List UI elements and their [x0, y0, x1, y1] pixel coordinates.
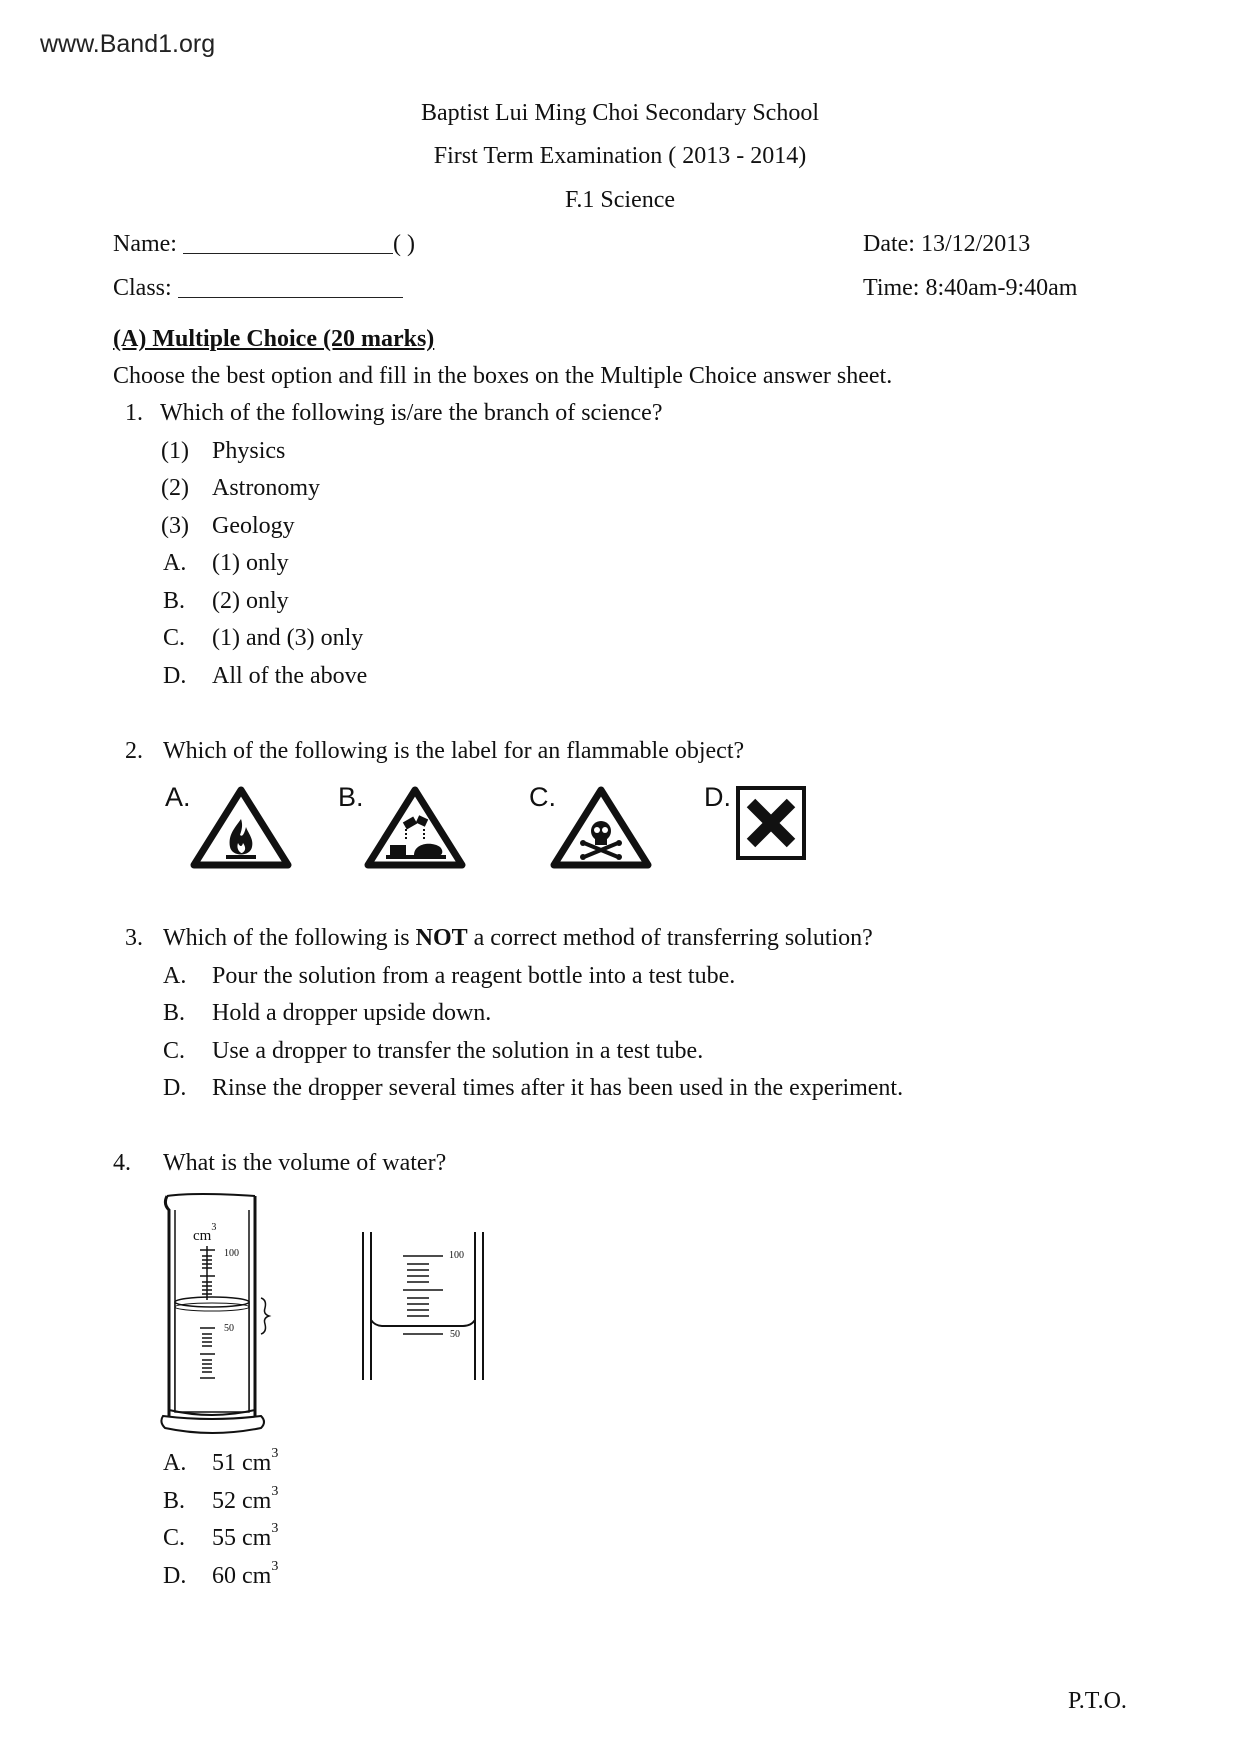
school-name: Baptist Lui Ming Choi Secondary School: [421, 100, 819, 126]
zoom-scale-100: 100: [449, 1250, 464, 1261]
q4-option-d-text: 60 $cm^3$: [212, 1559, 279, 1589]
q3-option-b-text: Hold a dropper upside down.: [212, 1000, 492, 1026]
subject-title: F.1 Science: [564, 187, 676, 213]
name-blank: [183, 231, 393, 254]
q2-option-c-letter: C.: [529, 782, 556, 812]
cylinder-scale-50: 50: [224, 1323, 234, 1334]
q3-text: [163, 925, 873, 952]
q1-option-b-letter: B.: [163, 588, 186, 614]
q1-option-d-letter: D.: [163, 663, 187, 689]
q1-number: 1.: [125, 400, 143, 426]
q3-text-after: a correct method of transferring solution?: [467, 925, 873, 951]
q1-option-d-text: All of the above: [212, 663, 368, 689]
toxic-icon: [548, 785, 654, 871]
q4-option-b-letter: B.: [163, 1488, 186, 1514]
zoom-scale-50: 50: [450, 1329, 460, 1340]
q4-option-b-text: 52 $cm^3$: [212, 1484, 279, 1514]
q4-text: What is the volume of water?: [163, 1150, 447, 1176]
q3-option-d-text: Rinse the dropper several times after it has been used in the experiment.: [212, 1075, 904, 1101]
flammable-icon: [188, 785, 294, 871]
q1-statement-mark: (3): [161, 513, 189, 539]
q3-text-before: Which of the following is: [163, 925, 416, 951]
q2-text: Which of the following is the label for an flammable object?: [163, 738, 745, 764]
meniscus-zoom: [355, 1228, 495, 1388]
section-instruction: Choose the best option and fill in the boxes on the Multiple Choice answer sheet.: [113, 363, 893, 389]
class-number-paren: ( ): [392, 231, 415, 257]
q4-option-c-letter: C.: [163, 1525, 186, 1551]
q1-statement-mark: (1): [161, 438, 189, 464]
class-blank: [178, 275, 403, 298]
q3-option-c-letter: C.: [163, 1038, 186, 1064]
q1-text: Which of the following is/are the branch of science?: [160, 400, 663, 426]
please-turn-over: P.T.O.: [1068, 1688, 1127, 1714]
q4-option-a-text: 51 $cm^3$: [212, 1446, 279, 1476]
q1-option-a-letter: A.: [163, 550, 187, 576]
q1-statement-text: Physics: [212, 438, 286, 464]
q4-number: 4.: [113, 1150, 131, 1176]
site-watermark: www.Band1.org: [40, 30, 216, 58]
q2-option-b-letter: B.: [338, 782, 364, 812]
name-field: [113, 231, 415, 258]
class-label: Class:: [113, 275, 172, 301]
q1-statement-mark: (2): [161, 475, 189, 501]
q4-option-a-letter: A.: [163, 1450, 187, 1476]
q3-option-a-letter: A.: [163, 963, 187, 989]
cylinder-unit: $cm^3$: [193, 1222, 217, 1244]
q3-number: 3.: [125, 925, 143, 951]
q4-option-c-text: 55 $cm^3$: [212, 1521, 279, 1551]
class-field: [113, 275, 403, 302]
q3-option-a-text: Pour the solution from a reagent bottle into a test tube.: [212, 963, 736, 989]
q2-option-d-letter: D.: [704, 782, 731, 812]
q2-number: 2.: [125, 738, 143, 764]
q1-statement-text: Geology: [212, 513, 295, 539]
q2-option-a-letter: A.: [165, 782, 191, 812]
name-label: Name:: [113, 231, 177, 257]
q1-option-a-text: (1) only: [212, 550, 289, 576]
q3-option-d-letter: D.: [163, 1075, 187, 1101]
q3-text-bold: NOT: [415, 925, 468, 951]
q1-option-c-text: (1) and (3) only: [212, 625, 364, 651]
harmful-icon: [735, 785, 807, 861]
q1-statement-text: Astronomy: [212, 475, 320, 501]
exam-time: Time: 8:40am-9:40am: [863, 275, 1078, 301]
corrosive-icon: [362, 785, 468, 871]
q1-option-c-letter: C.: [163, 625, 186, 651]
q1-option-b-text: (2) only: [212, 588, 289, 614]
q4-option-d-letter: D.: [163, 1563, 187, 1589]
exam-date: Date: 13/12/2013: [863, 231, 1031, 257]
q3-option-c-text: Use a dropper to transfer the solution in a test tube.: [212, 1038, 704, 1064]
q3-option-b-letter: B.: [163, 1000, 186, 1026]
section-heading: (A) Multiple Choice (20 marks): [113, 326, 435, 352]
exam-title: First Term Examination ( 2013 - 2014): [433, 143, 807, 169]
cylinder-scale-100: 100: [224, 1248, 239, 1259]
